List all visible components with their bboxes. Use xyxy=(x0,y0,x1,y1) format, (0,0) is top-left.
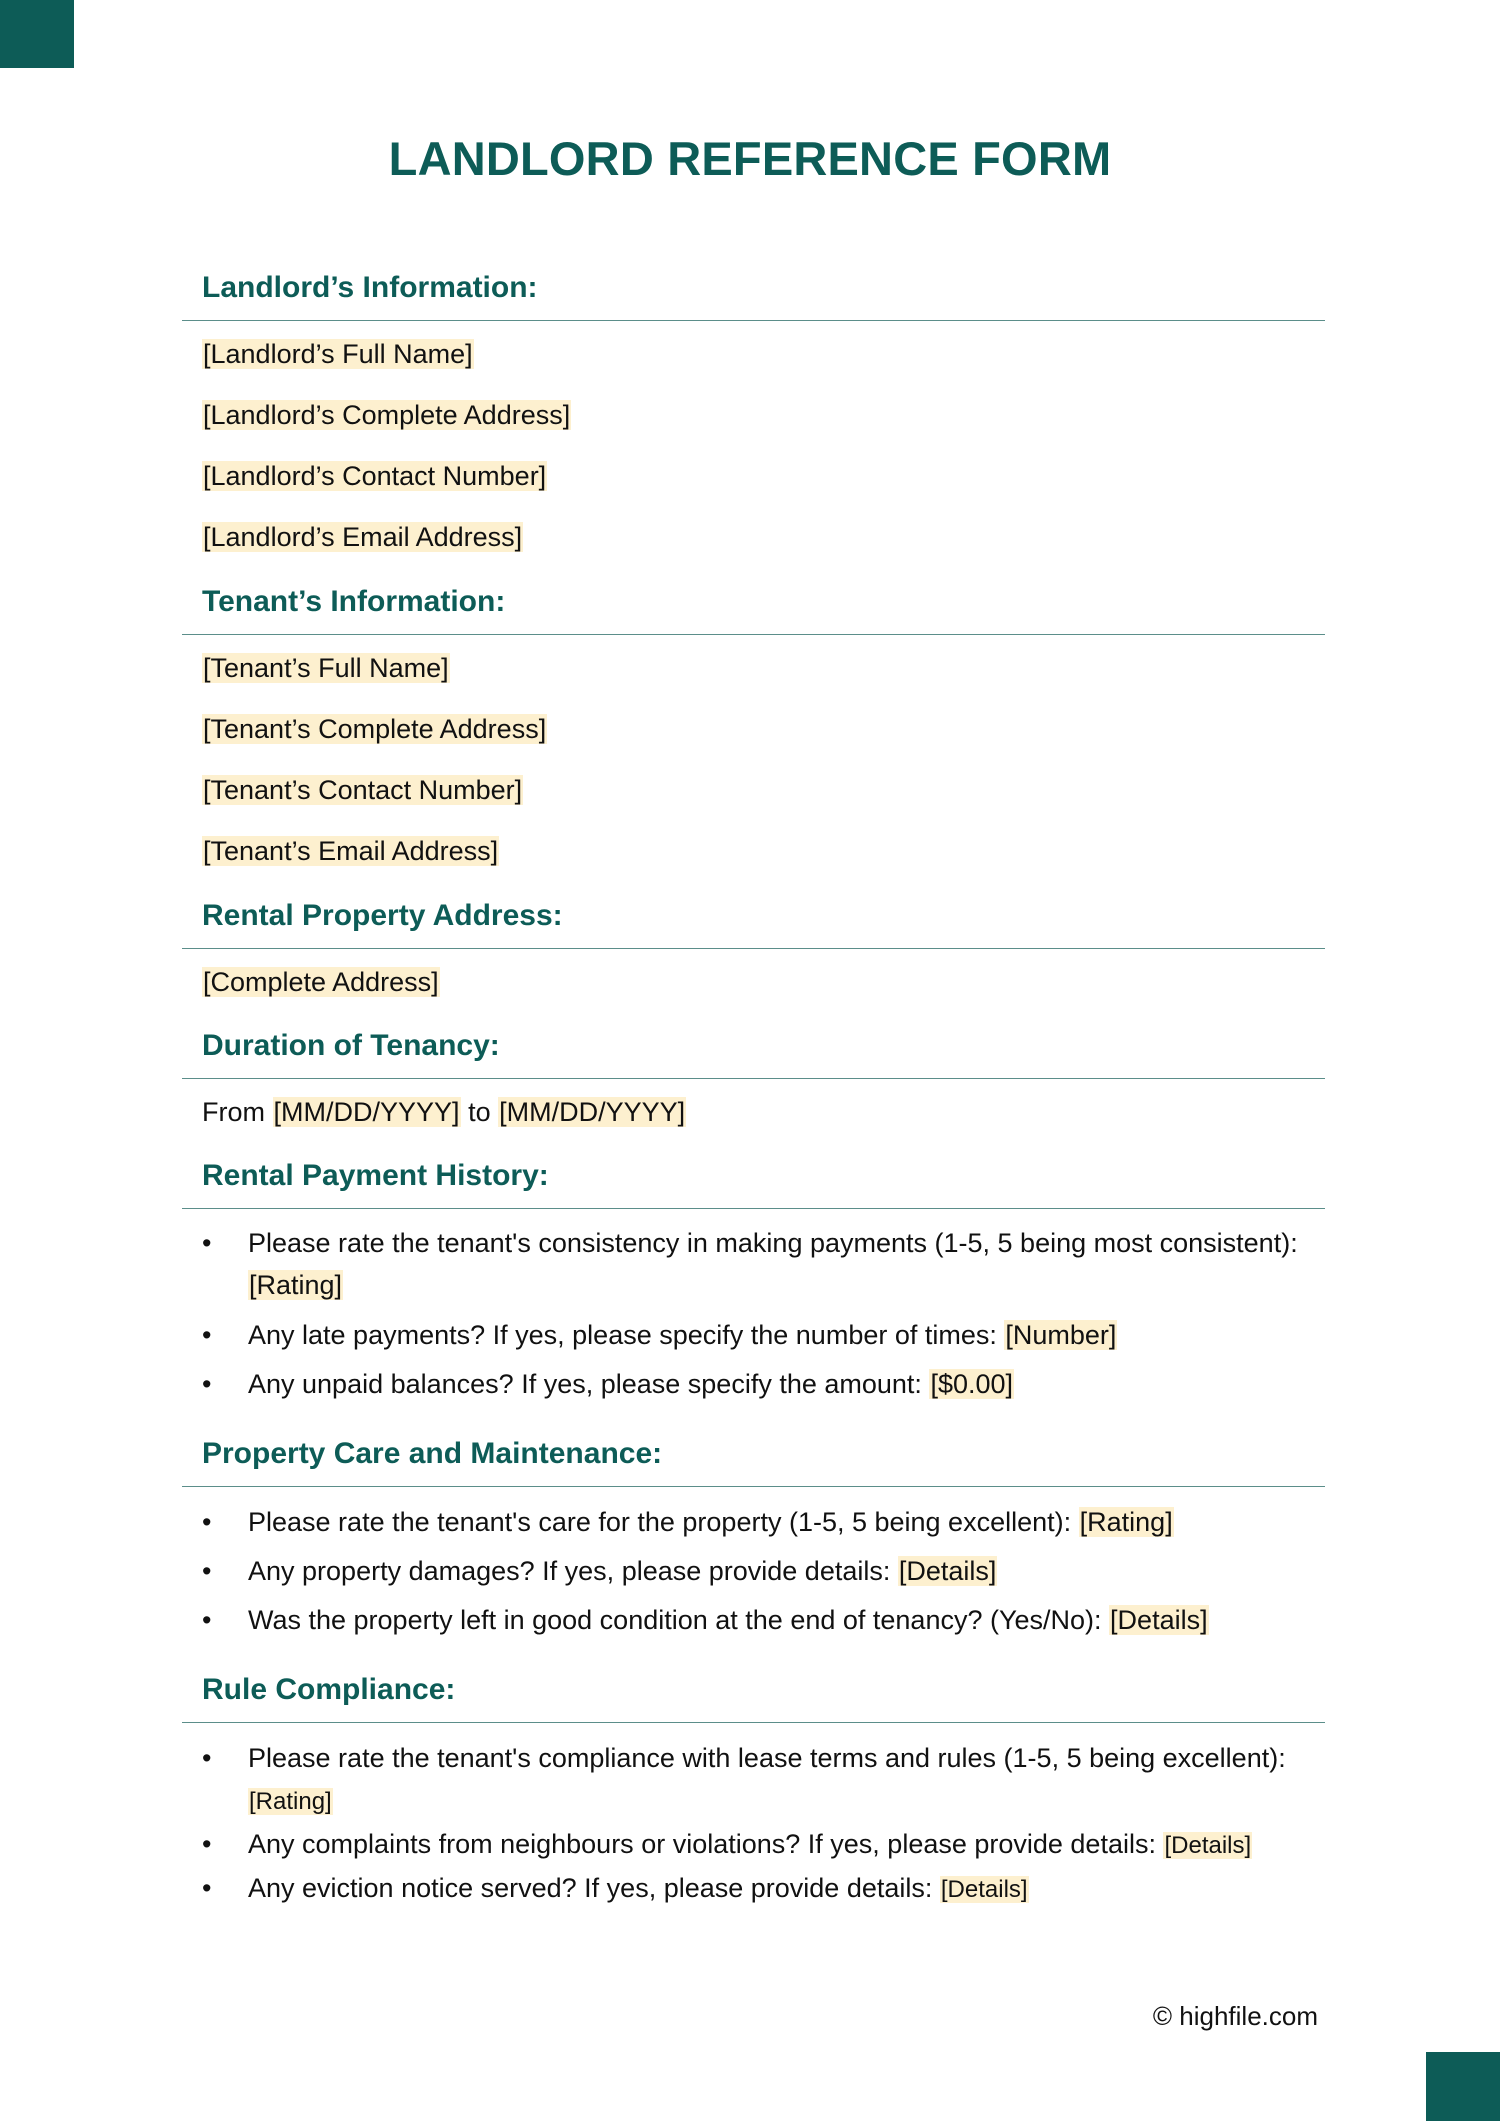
rating-field[interactable]: [Rating] xyxy=(249,1788,332,1815)
section-divider xyxy=(182,634,1325,635)
number-field[interactable]: [Number] xyxy=(1005,1320,1117,1350)
placeholder-value: [Landlord’s Contact Number] xyxy=(203,461,547,491)
question-text: Please rate the tenant's care for the property (1-5, 5 being excellent): xyxy=(248,1507,1072,1537)
property-address-field[interactable] xyxy=(202,964,440,1000)
landlord-email-field[interactable] xyxy=(202,519,523,555)
tenancy-duration-heading: Duration of Tenancy: xyxy=(202,1029,500,1062)
placeholder-value: [Complete Address] xyxy=(203,967,439,997)
property-care-heading: Property Care and Maintenance: xyxy=(202,1437,663,1470)
landlord-contact-field[interactable] xyxy=(202,458,547,494)
landlord-address-field[interactable] xyxy=(202,397,571,433)
list-item xyxy=(202,1550,1332,1592)
list-item xyxy=(202,1222,1332,1306)
bullet-icon: • xyxy=(202,1320,212,1350)
tenant-info-heading: Tenant’s Information: xyxy=(202,585,506,618)
placeholder-value: [Landlord’s Complete Address] xyxy=(203,400,571,430)
from-label: From xyxy=(202,1097,265,1127)
placeholder-value: [Tenant’s Contact Number] xyxy=(203,775,523,805)
corner-decoration-bottom xyxy=(1426,2052,1500,2121)
placeholder-value: [Tenant’s Full Name] xyxy=(203,653,449,683)
bullet-icon: • xyxy=(202,1507,212,1537)
list-item xyxy=(202,1737,1332,1823)
details-field[interactable]: [Details] xyxy=(1164,1832,1252,1859)
question-text: Any complaints from neighbours or violations? If yes, please provide details: xyxy=(248,1829,1156,1859)
details-field[interactable]: [Details] xyxy=(898,1556,997,1586)
list-item xyxy=(202,1363,1332,1405)
rating-field[interactable]: [Rating] xyxy=(1079,1507,1173,1537)
page-title: LANDLORD REFERENCE FORM xyxy=(388,132,1112,185)
bullet-icon: • xyxy=(202,1743,212,1773)
question-text: Was the property left in good condition at the end of tenancy? (Yes/No): xyxy=(248,1605,1102,1635)
amount-field[interactable]: [$0.00] xyxy=(930,1369,1014,1399)
rule-compliance-heading: Rule Compliance: xyxy=(202,1673,456,1706)
to-label: to xyxy=(468,1097,491,1127)
details-field[interactable]: [Details] xyxy=(1110,1605,1208,1635)
section-divider xyxy=(182,1486,1325,1487)
bullet-icon: • xyxy=(202,1605,212,1635)
rating-field[interactable]: [Rating] xyxy=(249,1270,343,1300)
to-date-field[interactable]: [MM/DD/YYYY] xyxy=(499,1097,686,1127)
landlord-info-heading: Landlord’s Information: xyxy=(202,271,538,304)
question-text: Please rate the tenant's consistency in making payments (1-5, 5 being most consistent): xyxy=(248,1228,1298,1258)
question-text: Any unpaid balances? If yes, please specify the amount: xyxy=(248,1369,922,1399)
question-text: Please rate the tenant's compliance with lease terms and rules (1-5, 5 being excellent): xyxy=(248,1743,1286,1773)
placeholder-value: [Tenant’s Complete Address] xyxy=(203,714,547,744)
section-divider xyxy=(182,1208,1325,1209)
property-address-heading: Rental Property Address: xyxy=(202,899,563,932)
tenant-email-field[interactable] xyxy=(202,833,499,869)
bullet-icon: • xyxy=(202,1556,212,1586)
payment-history-heading: Rental Payment History: xyxy=(202,1159,549,1192)
footer-credit: © highfile.com xyxy=(1152,2001,1318,2031)
question-text: Any eviction notice served? If yes, please provide details: xyxy=(248,1873,933,1903)
tenant-contact-field[interactable] xyxy=(202,772,523,808)
section-divider xyxy=(182,1078,1325,1079)
landlord-full-name-field[interactable] xyxy=(202,336,474,372)
details-field[interactable]: [Details] xyxy=(940,1876,1028,1903)
tenant-full-name-field[interactable] xyxy=(202,650,450,686)
section-divider xyxy=(182,1722,1325,1723)
tenant-address-field[interactable] xyxy=(202,711,547,747)
list-item xyxy=(202,1599,1332,1641)
placeholder-value: [Landlord’s Email Address] xyxy=(203,522,523,552)
question-text: Any property damages? If yes, please provide details: xyxy=(248,1556,891,1586)
bullet-icon: • xyxy=(202,1369,212,1399)
bullet-icon: • xyxy=(202,1228,212,1258)
placeholder-value: [Landlord’s Full Name] xyxy=(203,339,473,369)
list-item xyxy=(202,1501,1332,1543)
from-date-field[interactable]: [MM/DD/YYYY] xyxy=(273,1097,460,1127)
placeholder-value: [Tenant’s Email Address] xyxy=(203,836,499,866)
question-text: Any late payments? If yes, please specify the number of times: xyxy=(248,1320,997,1350)
corner-decoration-top xyxy=(0,0,74,68)
list-item xyxy=(202,1823,1332,1867)
section-divider xyxy=(182,320,1325,321)
tenancy-duration-row xyxy=(202,1094,686,1130)
section-divider xyxy=(182,948,1325,949)
list-item xyxy=(202,1314,1332,1356)
bullet-icon: • xyxy=(202,1829,212,1859)
list-item xyxy=(202,1867,1332,1911)
bullet-icon: • xyxy=(202,1873,212,1903)
